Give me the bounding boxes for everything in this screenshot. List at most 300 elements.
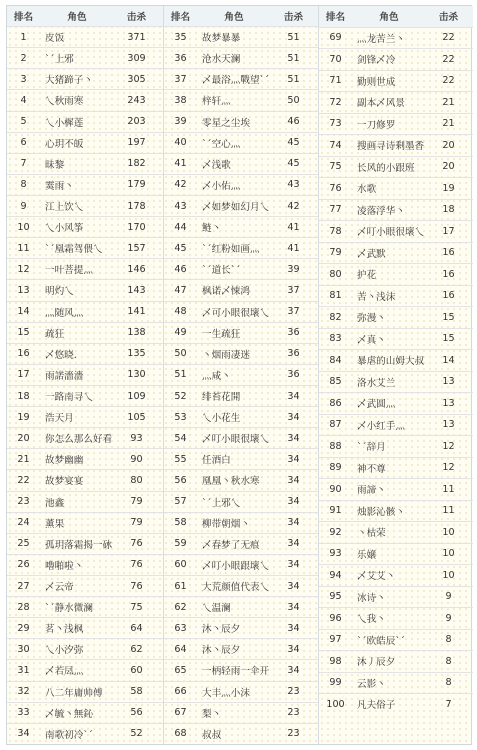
table-row	[7, 112, 163, 133]
player-name-cell: 乄叮小眼很壞乀	[357, 227, 425, 239]
kill-count-cell: 13	[442, 376, 455, 388]
kill-count-cell: 11	[442, 505, 455, 517]
rank-cell: 95	[329, 591, 342, 603]
table-row	[164, 386, 318, 407]
player-name-cell: `ˊ红粉如画灬	[202, 244, 260, 256]
player-name-cell: 乀小汐弥	[45, 645, 84, 657]
rank-cell: 34	[17, 728, 30, 740]
rank-header: 排名	[13, 12, 34, 24]
kill-count-cell: 10	[442, 526, 455, 538]
rank-cell: 82	[329, 311, 342, 323]
player-name-cell: 乀秋雨寒	[45, 96, 84, 108]
rank-cell: 84	[329, 354, 342, 366]
player-name-cell: 灬龙苦兰丶	[357, 33, 405, 45]
rank-cell: 16	[17, 348, 30, 360]
rank-cell: 22	[17, 474, 30, 486]
rank-cell: 37	[174, 73, 187, 85]
player-name-cell: 搜画寻诗剩墨香	[357, 141, 425, 153]
rank-cell: 65	[174, 664, 187, 676]
rank-cell: 11	[17, 242, 30, 254]
rank-cell: 67	[174, 707, 187, 719]
player-name-cell: 鲢丶	[202, 223, 222, 235]
ranking-panel-1	[7, 6, 163, 744]
player-name-cell: 乄艾艾丶	[357, 571, 396, 583]
leaderboard-table	[6, 5, 472, 745]
rank-cell: 10	[17, 221, 30, 233]
kill-count-cell: 34	[287, 411, 300, 423]
table-row	[7, 576, 163, 597]
table-row	[164, 449, 318, 470]
player-name-cell: 勤则世成	[357, 76, 396, 88]
kill-count-cell: 23	[287, 686, 300, 698]
player-name-cell: 沧水天澜	[202, 54, 241, 66]
kills-header: 击杀	[438, 12, 459, 24]
table-row	[319, 157, 473, 179]
table-row	[164, 133, 318, 154]
table-row	[164, 112, 318, 133]
table-row	[7, 660, 163, 681]
table-row	[319, 608, 473, 630]
rank-cell: 23	[17, 496, 30, 508]
table-row	[319, 49, 473, 71]
kill-count-cell: 34	[287, 559, 300, 571]
player-name-cell: 乄最浴灬戰望`ˊ	[202, 75, 270, 87]
table-row	[164, 48, 318, 69]
kill-count-cell: 12	[442, 440, 455, 452]
player-name-cell: 零星之尘埃	[202, 117, 250, 129]
player-name-cell: `ˊ上邪	[45, 54, 74, 66]
kill-count-cell: 80	[130, 474, 143, 486]
rank-cell: 97	[329, 634, 342, 646]
player-name-cell: 灬随风灬	[45, 307, 84, 319]
rank-cell: 21	[17, 453, 30, 465]
table-row	[7, 682, 163, 703]
rank-cell: 73	[329, 118, 342, 130]
table-row	[319, 200, 473, 222]
player-name-cell: `ˊ辞月	[357, 442, 386, 454]
kill-count-cell: 76	[130, 580, 143, 592]
rank-cell: 66	[174, 686, 187, 698]
table-row	[7, 703, 163, 724]
rank-cell: 45	[174, 242, 187, 254]
rank-cell: 62	[174, 601, 187, 613]
rank-cell: 60	[174, 559, 187, 571]
kill-count-cell: 146	[127, 263, 146, 275]
rank-cell: 33	[17, 707, 30, 719]
rank-cell: 80	[329, 268, 342, 280]
rank-cell: 61	[174, 580, 187, 592]
rank-cell: 63	[174, 622, 187, 634]
header-row	[319, 6, 473, 28]
table-row	[7, 175, 163, 196]
rank-cell: 91	[329, 505, 342, 517]
player-name-cell: 丶烟雨凄迷	[202, 349, 250, 361]
rank-cell: 99	[329, 677, 342, 689]
table-row	[319, 651, 473, 673]
rank-cell: 59	[174, 538, 187, 550]
name-header: 角色	[67, 12, 87, 24]
rank-cell: 89	[329, 462, 342, 474]
player-name-cell: 枫诺乄悚鸿	[202, 286, 250, 298]
rank-cell: 31	[17, 664, 30, 676]
table-row	[164, 407, 318, 428]
rank-cell: 20	[17, 432, 30, 444]
kill-count-cell: 11	[442, 483, 455, 495]
kill-count-cell: 34	[287, 496, 300, 508]
kill-count-cell: 23	[287, 707, 300, 719]
kill-count-cell: 64	[130, 622, 143, 634]
kill-count-cell: 56	[130, 707, 143, 719]
player-name-cell: 一刀修罗	[357, 119, 396, 131]
player-name-cell: 一路南寻乀	[45, 392, 93, 404]
table-row	[164, 259, 318, 280]
rank-cell: 15	[17, 327, 30, 339]
table-row	[164, 470, 318, 491]
player-name-cell: 孤玥落霜揭一砅	[45, 539, 113, 551]
table-row	[319, 71, 473, 93]
kill-count-cell: 34	[287, 517, 300, 529]
kill-count-cell: 34	[287, 664, 300, 676]
kill-count-cell: 9	[445, 591, 452, 603]
table-row	[319, 178, 473, 200]
player-name-cell: 你怎么那么好看	[45, 434, 113, 446]
player-name-cell: 昧黎	[45, 159, 65, 171]
rank-cell: 32	[17, 686, 30, 698]
rank-cell: 46	[174, 263, 187, 275]
kill-count-cell: 79	[130, 517, 143, 529]
table-row	[7, 280, 163, 301]
player-name-cell: 一柄轻雨一伞开	[202, 666, 270, 678]
rank-cell: 4	[20, 94, 27, 106]
kill-count-cell: 18	[442, 204, 455, 216]
table-row	[319, 501, 473, 523]
table-row	[319, 565, 473, 587]
table-row	[164, 513, 318, 534]
rank-cell: 93	[329, 548, 342, 560]
table-row	[7, 555, 163, 576]
kill-count-cell: 41	[287, 242, 300, 254]
rank-cell: 77	[329, 204, 342, 216]
kill-count-cell: 19	[442, 182, 455, 194]
table-row	[164, 703, 318, 724]
table-row	[7, 259, 163, 280]
table-row	[319, 694, 473, 715]
rank-cell: 47	[174, 284, 187, 296]
player-name-cell: 乄小红手灬	[357, 420, 405, 432]
table-row	[164, 175, 318, 196]
rank-cell: 19	[17, 411, 30, 423]
kill-count-cell: 143	[127, 284, 146, 296]
kill-count-cell: 130	[127, 369, 146, 381]
rank-cell: 87	[329, 419, 342, 431]
player-name-cell: 皮饭	[45, 33, 65, 45]
player-name-cell: 乀温澜	[202, 603, 231, 615]
player-name-cell: 乄小佑灬	[202, 180, 241, 192]
table-row	[7, 344, 163, 365]
player-name-cell: 长风的小跟班	[357, 162, 415, 174]
table-row	[7, 27, 163, 48]
table-row	[7, 639, 163, 660]
player-name-cell: 薰果	[45, 518, 65, 530]
rank-cell: 74	[329, 139, 342, 151]
kill-count-cell: 34	[287, 601, 300, 613]
rank-cell: 48	[174, 306, 187, 318]
player-name-cell: 苦丶浅沫	[357, 291, 396, 303]
player-name-cell: 茗丶浅枫	[45, 624, 84, 636]
rank-cell: 69	[329, 32, 342, 44]
player-name-cell: `ˊ空心灬	[202, 138, 241, 150]
rank-cell: 30	[17, 643, 30, 655]
kill-count-cell: 21	[442, 96, 455, 108]
kill-count-cell: 10	[442, 548, 455, 560]
table-row	[319, 479, 473, 501]
table-row	[7, 534, 163, 555]
kill-count-cell: 182	[127, 158, 146, 170]
player-name-cell: 故梦暴暴	[202, 33, 241, 45]
player-name-cell: 烛影沁骸丶	[357, 506, 405, 518]
table-row	[164, 90, 318, 111]
player-name-cell: 乄可小眼很壞乀	[202, 307, 270, 319]
kill-count-cell: 37	[287, 284, 300, 296]
table-row	[319, 114, 473, 136]
table-row	[7, 449, 163, 470]
player-name-cell: 护花	[357, 270, 377, 282]
rank-cell: 5	[20, 116, 27, 128]
player-name-cell: 浩天月	[45, 413, 74, 425]
kill-count-cell: 8	[445, 655, 452, 667]
player-name-cell: 乀小花生	[202, 413, 241, 425]
table-row	[319, 372, 473, 394]
kill-count-cell: 21	[442, 118, 455, 130]
header-row	[7, 6, 163, 27]
table-row	[164, 69, 318, 90]
kill-count-cell: 76	[130, 538, 143, 550]
table-row	[7, 428, 163, 449]
player-name-cell: 绯苔花開	[202, 392, 241, 404]
kill-count-cell: 16	[442, 268, 455, 280]
kill-count-cell: 60	[130, 664, 143, 676]
player-name-cell: 一生疏狂	[202, 328, 241, 340]
table-row	[319, 436, 473, 458]
kill-count-cell: 9	[445, 612, 452, 624]
table-row	[164, 27, 318, 48]
rank-cell: 27	[17, 580, 30, 592]
player-name-cell: 叔叔	[202, 729, 222, 741]
kill-count-cell: 243	[127, 94, 146, 106]
player-name-cell: 梨丶	[202, 708, 222, 720]
table-row	[319, 350, 473, 372]
player-name-cell: 乄春梦了无痕	[202, 539, 260, 551]
rank-cell: 9	[20, 200, 27, 212]
kill-count-cell: 79	[130, 496, 143, 508]
kill-count-cell: 62	[130, 643, 143, 655]
player-name-cell: 神不尊	[357, 463, 386, 475]
kill-count-cell: 15	[442, 333, 455, 345]
player-name-cell: 乀小樨莲	[45, 117, 84, 129]
player-name-cell: 柳带朝烟丶	[202, 518, 250, 530]
player-name-cell: 明灼乀	[45, 286, 74, 298]
kill-count-cell: 42	[287, 200, 300, 212]
kill-count-cell: 20	[442, 139, 455, 151]
kill-count-cell: 34	[287, 643, 300, 655]
kill-count-cell: 13	[442, 419, 455, 431]
kill-count-cell: 52	[130, 728, 143, 740]
kill-count-cell: 51	[287, 52, 300, 64]
player-name-cell: 水歌	[357, 184, 377, 196]
player-name-cell: 乄真丶	[357, 334, 386, 346]
rank-cell: 96	[329, 612, 342, 624]
table-row	[7, 323, 163, 344]
player-name-cell: 洛水艾兰	[357, 377, 396, 389]
header-row	[164, 6, 318, 27]
player-name-cell: 嚕啪啦丶	[45, 560, 84, 572]
player-name-cell: 八二年庸帅傅	[45, 687, 103, 699]
table-row	[7, 90, 163, 111]
rank-cell: 1	[20, 31, 27, 43]
player-name-cell: 冰诗丶	[357, 592, 386, 604]
rank-cell: 40	[174, 137, 187, 149]
rank-cell: 90	[329, 483, 342, 495]
rank-cell: 75	[329, 161, 342, 173]
table-row	[164, 217, 318, 238]
table-row	[164, 280, 318, 301]
player-name-cell: `ˊ上邪乀	[202, 497, 241, 509]
rank-cell: 64	[174, 643, 187, 655]
table-row	[319, 415, 473, 437]
rank-cell: 49	[174, 327, 187, 339]
rank-cell: 54	[174, 432, 187, 444]
rank-cell: 44	[174, 221, 187, 233]
table-row	[319, 522, 473, 544]
rank-cell: 88	[329, 440, 342, 452]
kill-count-cell: 157	[127, 242, 146, 254]
player-name-cell: 大荒颜值代表乀	[202, 582, 270, 593]
kill-count-cell: 43	[287, 179, 300, 191]
kill-count-cell: 34	[287, 538, 300, 550]
player-name-cell: 池鑫	[45, 497, 65, 509]
table-row	[7, 513, 163, 534]
kill-count-cell: 45	[287, 158, 300, 170]
player-name-cell: 乄武默	[357, 248, 386, 260]
kill-count-cell: 90	[130, 453, 143, 465]
rank-cell: 72	[329, 96, 342, 108]
rank-cell: 58	[174, 517, 187, 529]
player-name-cell: 乄悠晓.	[45, 349, 77, 361]
kill-count-cell: 135	[127, 348, 146, 360]
rank-cell: 79	[329, 247, 342, 259]
player-name-cell: 雨諦丶	[357, 485, 386, 497]
rank-cell: 6	[20, 137, 27, 149]
table-row	[7, 492, 163, 513]
kill-count-cell: 309	[127, 52, 146, 64]
rank-cell: 50	[174, 348, 187, 360]
player-name-cell: 弥漫丶	[357, 313, 386, 325]
rank-cell: 41	[174, 158, 187, 170]
table-row	[319, 673, 473, 695]
player-name-cell: 大丰灬小沫	[202, 687, 250, 699]
player-name-cell: 任酒白	[202, 455, 231, 467]
table-row	[319, 221, 473, 243]
table-row	[164, 365, 318, 386]
player-name-cell: 心玥不皈	[45, 138, 84, 150]
rank-cell: 98	[329, 655, 342, 667]
kill-count-cell: 203	[127, 116, 146, 128]
rank-cell: 55	[174, 453, 187, 465]
kill-count-cell: 45	[287, 137, 300, 149]
rank-cell: 13	[17, 284, 30, 296]
table-row	[319, 286, 473, 308]
player-name-cell: 副本乄风景	[357, 98, 405, 110]
kill-count-cell: 105	[127, 411, 146, 423]
player-name-cell: 乄叮小眼跟壞乀	[202, 560, 270, 572]
rank-cell: 83	[329, 333, 342, 345]
table-row	[164, 534, 318, 555]
player-name-cell: 乄若凨灬	[45, 666, 84, 678]
table-row	[164, 576, 318, 597]
table-row	[7, 470, 163, 491]
table-row	[164, 682, 318, 703]
rank-header: 排名	[325, 12, 346, 24]
kill-count-cell: 50	[287, 94, 300, 106]
player-name-cell: 霙雨丶	[45, 180, 74, 192]
kill-count-cell: 8	[445, 677, 452, 689]
kill-count-cell: 17	[442, 225, 455, 237]
rank-cell: 12	[17, 263, 30, 275]
name-header: 角色	[224, 12, 244, 24]
table-row	[7, 238, 163, 259]
table-row	[319, 135, 473, 157]
table-row	[7, 48, 163, 69]
name-header: 角色	[379, 12, 399, 24]
player-name-cell: `ˊ静水微澜	[45, 603, 93, 615]
rank-cell: 71	[329, 75, 342, 87]
player-name-cell: 凰凰丶秋水寒	[202, 476, 260, 488]
rank-cell: 18	[17, 390, 30, 402]
kill-count-cell: 51	[287, 31, 300, 43]
table-row	[7, 407, 163, 428]
kill-count-cell: 39	[287, 263, 300, 275]
kill-count-cell: 76	[130, 559, 143, 571]
rank-cell: 25	[17, 538, 30, 550]
rank-cell: 100	[326, 698, 345, 710]
kill-count-cell: 10	[442, 569, 455, 581]
table-row	[7, 196, 163, 217]
rank-cell: 53	[174, 411, 187, 423]
player-name-cell: 乄云帝	[45, 582, 74, 593]
rank-cell: 14	[17, 306, 30, 318]
kill-count-cell: 34	[287, 474, 300, 486]
table-row	[164, 428, 318, 449]
player-name-cell: 沐丶辰夕	[202, 645, 241, 657]
rank-cell: 29	[17, 622, 30, 634]
player-name-cell: 梓轩灬	[202, 96, 231, 108]
table-row	[319, 393, 473, 415]
table-row	[164, 724, 318, 744]
table-row	[7, 724, 163, 744]
table-row	[164, 344, 318, 365]
player-name-cell: 乄浅歌	[202, 159, 231, 171]
rank-cell: 35	[174, 31, 187, 43]
player-name-cell: 乄毓丶無鈊	[45, 708, 93, 720]
kill-count-cell: 7	[445, 698, 452, 710]
rank-cell: 26	[17, 559, 30, 571]
kills-header: 击杀	[126, 12, 147, 24]
kill-count-cell: 23	[287, 728, 300, 740]
table-row	[164, 196, 318, 217]
kill-count-cell: 36	[287, 348, 300, 360]
rank-cell: 51	[174, 369, 187, 381]
rank-cell: 56	[174, 474, 187, 486]
